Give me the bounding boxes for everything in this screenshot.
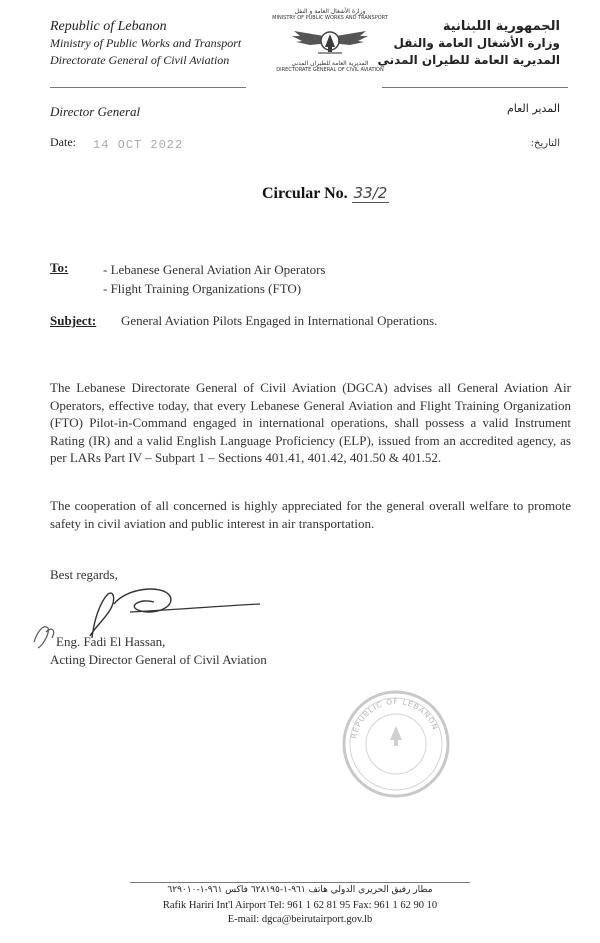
- signatory-title: Acting Director General of Civil Aviation: [50, 652, 267, 667]
- subject-text: General Aviation Pilots Engaged in International Operations.: [121, 313, 438, 328]
- date-stamp: 14 OCT 2022: [93, 138, 184, 152]
- ministry-name-ar: وزارة الأشغال العامة والنقل: [393, 36, 560, 50]
- circular-number: 33/2: [353, 184, 388, 202]
- date-label: Date:: [50, 135, 76, 149]
- stamp-ring-text: REPUBLIC OF LEBANON: [349, 696, 441, 740]
- sender-title-ar: المدير العام: [506, 102, 560, 115]
- official-stamp-icon: [340, 688, 452, 800]
- country-name-ar: الجمهورية اللبنانية: [442, 19, 560, 34]
- footer-address: Rafik Hariri Int'l Airport Tel: 961 1 62 81 95 Fax: 961 1 62 90 10: [162, 900, 438, 911]
- directorate-name: Directorate General of Civil Aviation: [50, 53, 230, 67]
- signatory-name: Eng. Fadi El Hassan,: [56, 634, 166, 649]
- to-label: To:: [50, 260, 69, 275]
- letterhead-english: [50, 18, 241, 69]
- footer-email: E-mail: dgca@beirutairport.gov.lb: [227, 914, 373, 925]
- recipient-item: - Lebanese General Aviation Air Operators: [103, 262, 326, 277]
- closing-regards: Best regards,: [50, 567, 118, 582]
- header-rule-left: [50, 87, 246, 88]
- recipient-list: [103, 260, 325, 298]
- winged-emblem-icon: [290, 23, 370, 59]
- subject-label: Subject:: [50, 313, 97, 328]
- body-paragraph-2: The cooperation of all concerned is highly appreciated for the general overall welfare to promote safety in civil aviation and public interest in air transportation.: [50, 498, 571, 531]
- signatory-block: [50, 633, 267, 669]
- date-label-ar: التاريخ:: [530, 138, 560, 149]
- country-name: Republic of Lebanon: [50, 19, 167, 34]
- body-paragraph-1: The Lebanese Directorate General of Civil Aviation (DGCA) advises all General Aviation Air Operators, effective today, that every Lebanese General Aviation and Flight Training Organization (FTO) Pilot-in-Command engaged in international operations, shall possess a valid Instrument Rating (IR) and a valid English Language Proficiency (ELP), issued from an accredited agency, as per LARs Part IV – Subpart 1 – Sections 401.41, 401.42, 401.50 & 401.52.: [50, 380, 571, 465]
- logo-caption-top-ar: وزارة الأشغال العامة و النقل: [294, 8, 366, 15]
- header-rule-right: [382, 87, 568, 88]
- logo-caption-bottom-en: DIRECTORATE GENERAL OF CIVIL AVIATION: [276, 67, 384, 73]
- logo-caption-top-en: MINISTRY OF PUBLIC WORKS AND TRANSPORT: [272, 15, 388, 21]
- circular-label: Circular No.: [262, 185, 348, 202]
- recipient-item: - Flight Training Organizations (FTO): [103, 281, 302, 296]
- footer-address-ar: مطار رفيق الحريري الدولي هاتف ٩٦١-١-٦٢٨١٩٥ فاكس ٩٦١-١-٦٢٩٠١٠: [167, 885, 433, 895]
- ministry-logo: [262, 8, 398, 74]
- letterhead-arabic: [377, 18, 560, 69]
- directorate-name-ar: المديرية العامة للطيران المدني: [377, 53, 560, 67]
- logo-caption-bottom-ar: المديرية العامة للطيران المدني: [291, 60, 369, 67]
- ministry-name: Ministry of Public Works and Transport: [50, 36, 242, 50]
- sender-title: Director General: [50, 104, 141, 119]
- circular-heading: [262, 184, 389, 203]
